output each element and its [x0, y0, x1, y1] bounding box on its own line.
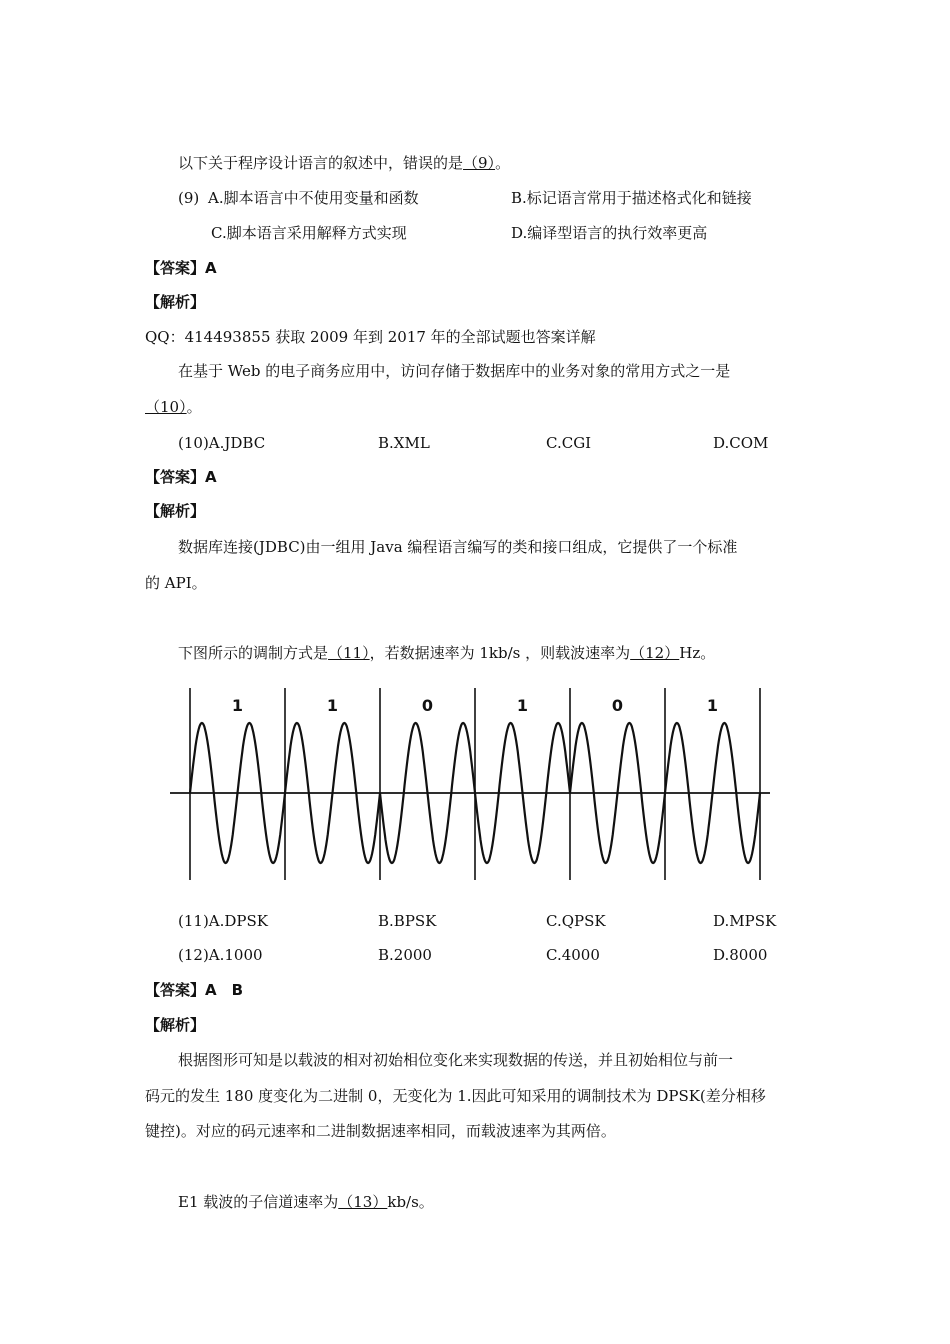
bit-label: 1 — [231, 696, 244, 715]
q10-option-a: (10)A.JDBC — [178, 434, 266, 452]
q11-option-a: (11)A.DPSK — [178, 912, 268, 930]
q11-analysis-line2: 码元的发生 180 度变化为二进制 0，无变化为 1.因此可知采用的调制技术为 DPSK(差分相移 — [145, 1087, 766, 1105]
q11-option-c: C.QPSK — [546, 912, 606, 930]
q11-analysis-line3: 键控)。对应的码元速率和二进制数据速率相同，而载波速率为其两倍。 — [145, 1122, 616, 1140]
q10-analysis-line1: 数据库连接(JDBC)由一组用 Java 编程语言编写的类和接口组成，它提供了一个标准 — [178, 538, 738, 556]
q11-stem-mid: ，若数据速率为 1kb/s ，则载波速率为 — [369, 644, 631, 662]
q11-analysis-label: 【解析】 — [145, 1016, 206, 1034]
q9-stem — [178, 153, 510, 173]
q12-option-c: C.4000 — [546, 946, 600, 964]
bit-label: 0 — [421, 696, 434, 715]
q9-option-c: C.脚本语言采用解释方式实现 — [211, 224, 407, 242]
q9-number: (9) — [178, 189, 200, 207]
q13-stem-end: kb/s。 — [387, 1193, 434, 1211]
q12-option-d: D.8000 — [713, 946, 768, 964]
q10-stem-line2 — [145, 397, 202, 417]
q9-blank: （9） — [463, 154, 496, 172]
q10-option-d: D.COM — [713, 434, 769, 452]
q10-stem-end: 。 — [186, 398, 202, 416]
q11-analysis-line1: 根据图形可知是以载波的相对初始相位变化来实现数据的传送，并且初始相位与前一 — [178, 1051, 734, 1069]
q9-stem-end: 。 — [495, 154, 511, 172]
q11-answer: 【答案】A B — [145, 981, 244, 999]
q10-answer: 【答案】A — [145, 468, 217, 486]
bit-label: 1 — [706, 696, 719, 715]
q11-blank: （11） — [328, 644, 370, 662]
q13-stem — [178, 1192, 434, 1212]
q10-option-b: B.XML — [378, 434, 430, 452]
bit-label: 0 — [611, 696, 624, 715]
q9-option-d: D.编译型语言的执行效率更高 — [511, 224, 708, 242]
q9-stem-text: 以下关于程序设计语言的叙述中，错误的是 — [178, 154, 464, 172]
q11-option-b: B.BPSK — [378, 912, 437, 930]
q11-stem-end: Hz。 — [679, 644, 716, 662]
q10-blank: （10） — [145, 398, 187, 416]
q9-answer: 【答案】A — [145, 259, 217, 277]
qq-contact-line: QQ：414493855 获取 2009 年到 2017 年的全部试题也答案详解 — [145, 328, 596, 346]
q10-option-c: C.CGI — [546, 434, 592, 452]
modulation-waveform — [165, 680, 775, 885]
q13-stem-text: E1 载波的子信道速率为 — [178, 1193, 339, 1211]
bit-label: 1 — [516, 696, 529, 715]
q13-blank: （13） — [338, 1193, 388, 1211]
q10-analysis-line2: 的 API。 — [145, 574, 207, 592]
q12-option-b: B.2000 — [378, 946, 432, 964]
bit-label: 1 — [326, 696, 339, 715]
q11-stem — [178, 643, 715, 663]
q11-stem-text: 下图所示的调制方式是 — [178, 644, 329, 662]
q11-option-d: D.MPSK — [713, 912, 777, 930]
q9-option-a: A.脚本语言中不使用变量和函数 — [208, 189, 419, 207]
q9-option-b: B.标记语言常用于描述格式化和链接 — [511, 189, 752, 207]
q10-stem-line1: 在基于 Web 的电子商务应用中，访问存储于数据库中的业务对象的常用方式之一是 — [178, 362, 731, 380]
q10-analysis-label: 【解析】 — [145, 502, 206, 520]
q12-option-a: (12)A.1000 — [178, 946, 263, 964]
q12-blank: （12） — [630, 644, 680, 662]
q9-analysis-label: 【解析】 — [145, 293, 206, 311]
